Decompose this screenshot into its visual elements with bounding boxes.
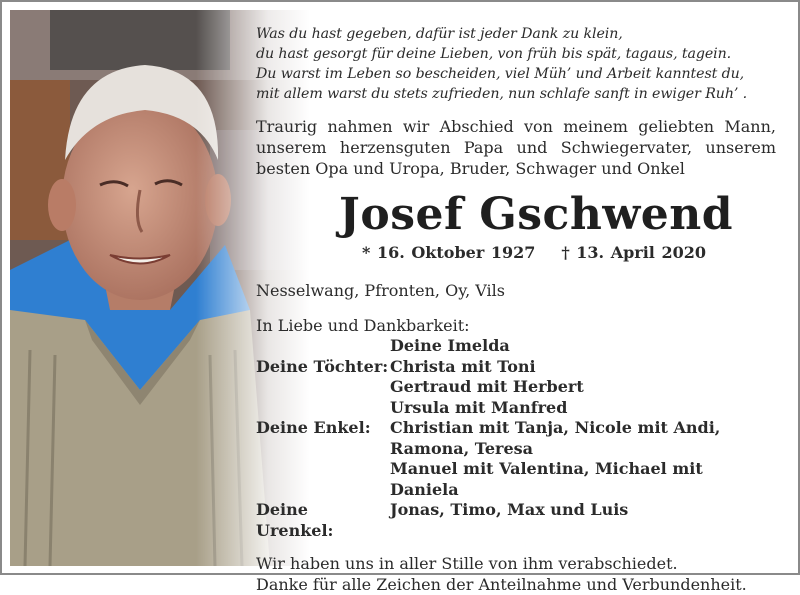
poem-line: du hast gesorgt für deine Lieben, von früh bis spät, tagaus, tagein. xyxy=(256,46,732,62)
family-label xyxy=(256,439,390,460)
family-value: Gertraud mit Herbert xyxy=(390,377,584,396)
family-row xyxy=(256,377,776,398)
family-row xyxy=(256,459,776,500)
death-date: † 13. April 2020 xyxy=(561,243,706,262)
family-label xyxy=(256,336,390,357)
family-label xyxy=(256,398,390,419)
closing-line: Danke für alle Zeichen der Anteilnahme und Verbundenheit. xyxy=(256,575,747,594)
birth-date: * 16. Oktober 1927 xyxy=(362,243,536,262)
poem-line: mit allem warst du stets zufrieden, nun schlafe sanft in ewiger Ruh’ . xyxy=(256,86,748,102)
family-row xyxy=(256,418,776,439)
poem xyxy=(256,24,776,104)
family-label xyxy=(256,459,390,500)
intro-text: Traurig nahmen wir Abschied von meinem geliebten Mann, unserem herzensguten Papa und Schwiegervater, unserem besten Opa und Uropa, Bruder, Schwager und Onkel xyxy=(256,117,776,178)
family-value: Christian mit Tanja, Nicole mit Andi, xyxy=(390,418,721,437)
family-label: Deine Töchter: xyxy=(256,356,389,376)
family-row xyxy=(256,336,776,357)
family-value: Jonas, Timo, Max und Luis xyxy=(390,500,629,519)
family-label: Deine Urenkel: xyxy=(256,500,334,540)
family-value: Deine Imelda xyxy=(390,336,510,355)
notice-text xyxy=(256,24,776,595)
family-row xyxy=(256,439,776,460)
poem-line: Was du hast gegeben, dafür ist jeder Dank zu klein, xyxy=(256,26,623,42)
family-label xyxy=(256,377,390,398)
closing-text xyxy=(256,553,776,595)
family-list xyxy=(256,336,776,541)
family-row xyxy=(256,357,776,378)
family-value: Christa mit Toni xyxy=(390,356,536,376)
closing-line: Wir haben uns in aller Stille von ihm verabschiedet. xyxy=(256,554,678,573)
places: Nesselwang, Pfronten, Oy, Vils xyxy=(256,281,505,300)
family-value: Ursula mit Manfred xyxy=(390,397,568,417)
family-label: Deine Enkel: xyxy=(256,418,371,437)
deceased-name: Josef Gschwend xyxy=(339,189,733,240)
life-dates xyxy=(256,242,776,264)
poem-line: Du warst im Leben so bescheiden, viel Müh’ und Arbeit kanntest du, xyxy=(256,66,745,82)
family-lead: In Liebe und Dankbarkeit: xyxy=(256,316,470,335)
family-value: Ramona, Teresa xyxy=(390,438,534,458)
family-row xyxy=(256,500,776,541)
family-value: Manuel mit Valentina, Michael mit Daniela xyxy=(390,459,703,499)
family-row xyxy=(256,398,776,419)
